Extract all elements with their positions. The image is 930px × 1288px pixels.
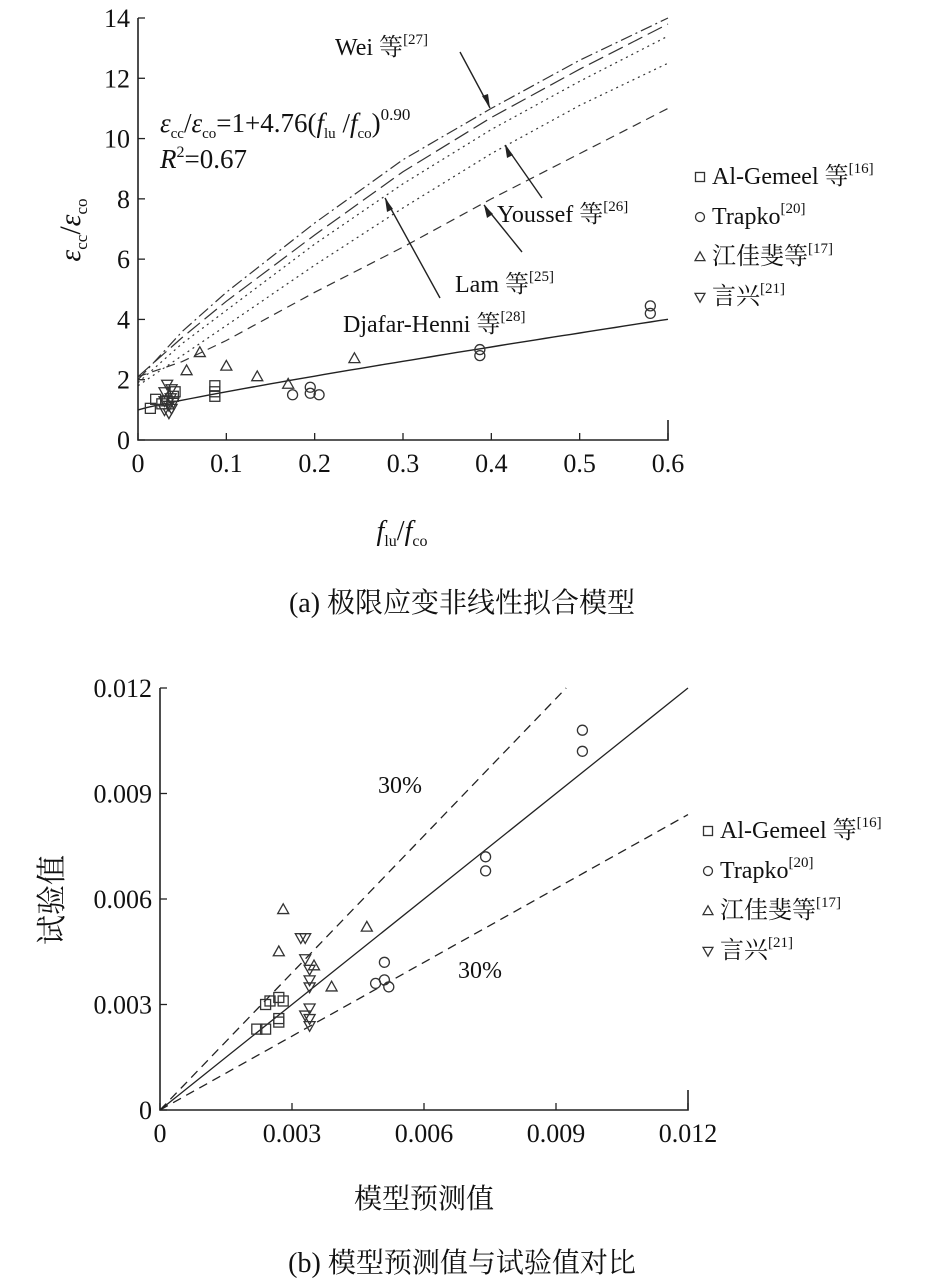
xlabel-f2: f [404, 516, 413, 547]
annotation-lam-ref: [25] [528, 269, 554, 285]
annotation-youssef-name: Youssef 等 [497, 202, 604, 228]
chart-b-point-circle [577, 725, 587, 735]
ref-line-1 [160, 688, 688, 1110]
eq-body: =1+4.76( [216, 108, 317, 138]
chart-b-legend [703, 815, 882, 964]
chart-b-legend-marker-triangle-up [703, 906, 713, 915]
ylabel-eps2: ε [54, 214, 87, 227]
annotation-youssef [497, 199, 628, 228]
annotation-djafar-ref: [28] [500, 309, 526, 325]
chart-b-x-tick-label: 0 [153, 1119, 167, 1148]
eq-f2: f [349, 108, 358, 138]
chart-b-legend-label [720, 855, 813, 884]
chart-a-ticks [104, 4, 684, 478]
chart-b-y-tick-label: 0.006 [93, 885, 152, 914]
chart-b-legend-name: Trapko [720, 858, 789, 884]
chart-b-point-triangle-up [273, 946, 284, 956]
eq-slash: / [335, 108, 350, 138]
ref-line-upper-label: 30% [378, 773, 422, 799]
chart-a-legend-label [712, 201, 805, 230]
annotation-djafar [343, 309, 525, 338]
chart-b [36, 674, 882, 1279]
chart-a-y-tick-label: 4 [117, 305, 130, 335]
chart-a-legend-ref: [20] [780, 201, 806, 217]
chart-a-legend-marker-triangle-down [695, 293, 705, 302]
chart-b-point-triangle-up [361, 921, 372, 931]
chart-a-legend [695, 161, 874, 310]
chart-b-legend-name: 言兴 [720, 938, 768, 964]
chart-a-x-tick-label: 0.1 [210, 449, 243, 478]
chart-b-legend-ref: [21] [768, 935, 793, 951]
chart-b-point-circle [379, 957, 389, 967]
chart-a-equation [160, 105, 410, 142]
chart-b-x-tick-label: 0.009 [526, 1119, 586, 1148]
annotation-youssef-ref: [26] [603, 199, 629, 215]
eq-eps1: ε [160, 108, 171, 138]
chart-b-legend-label [720, 895, 841, 924]
annotation-djafar-name: Djafar-Henni 等 [343, 312, 501, 338]
r2-r: R [160, 144, 177, 174]
chart-b-point-circle [577, 746, 587, 756]
chart-a-point-triangle-up [181, 365, 192, 375]
chart-a-x-tick-label: 0.2 [298, 449, 331, 478]
chart-b-point-triangle-up [326, 981, 337, 991]
chart-b-legend-ref: [17] [816, 895, 841, 911]
chart-b-reference-lines [160, 688, 688, 1110]
chart-b-x-tick-label: 0.003 [262, 1119, 322, 1148]
chart-b-legend-marker-square [704, 827, 713, 836]
annotation-wei [335, 32, 428, 61]
chart-b-y-tick-label: 0.003 [93, 990, 152, 1020]
chart-b-points [252, 725, 588, 1034]
chart-a-point-circle [645, 301, 655, 311]
chart-b-legend-marker-triangle-down [703, 947, 713, 956]
chart-b-ticks [94, 674, 718, 1148]
chart-a-axes [138, 18, 668, 440]
chart-b-y-tick-label: 0.009 [93, 779, 152, 809]
chart-b-legend-label [720, 935, 793, 964]
chart-b-legend-name: Al-Gemeel 等 [720, 818, 857, 844]
chart-a-x-tick-label: 0.5 [563, 449, 596, 478]
chart-a-legend-name: 江佳斐等 [712, 244, 808, 270]
chart-a-point-circle [305, 382, 315, 392]
r2-exp: 2 [176, 144, 185, 161]
ref-line-lower-label: 30% [458, 958, 502, 984]
chart-a-y-tick-label: 12 [104, 64, 130, 94]
eq-close: ) [371, 108, 381, 138]
chart-b-x-tick-label: 0.006 [394, 1119, 454, 1148]
chart-b-legend-label [720, 815, 882, 844]
arrowhead-wei [482, 94, 490, 108]
chart-a-annotations [385, 52, 542, 298]
chart-b-point-triangle-up [278, 904, 289, 914]
chart-a-legend-name: Al-Gemeel 等 [712, 164, 849, 190]
xlabel-f1: f [376, 516, 385, 547]
arrow-djafar [385, 198, 440, 298]
chart-a-x-tick-label: 0.4 [475, 449, 508, 478]
chart-a-x-tick-label: 0.6 [651, 449, 685, 478]
eq-sub2: co [202, 126, 217, 142]
chart-a-xlabel [377, 516, 428, 550]
arrowhead-lam [484, 205, 493, 218]
eq-sub3: lu [324, 126, 336, 142]
chart-b-y-tick-label: 0.012 [93, 674, 152, 703]
chart-a-y-tick-label: 14 [104, 4, 130, 33]
eq-exp: 0.90 [380, 105, 411, 124]
ylabel-sub2: co [72, 198, 91, 215]
xlabel-sep: / [396, 516, 405, 547]
chart-a-legend-marker-circle [696, 213, 705, 222]
xlabel-sub2: co [412, 533, 428, 550]
chart-b-ylabel: 试验值 [36, 855, 69, 945]
chart-a-point-circle [475, 351, 485, 361]
chart-a-x-tick-label: 0.3 [386, 449, 420, 478]
eq-sub4: co [357, 126, 372, 142]
chart-a-x-tick-label: 0 [131, 449, 145, 478]
chart-a-legend-ref: [21] [760, 281, 785, 297]
chart-a-legend-label [712, 281, 785, 310]
chart-a-point-triangle-up [221, 360, 232, 370]
annotation-lam-name: Lam 等 [455, 272, 529, 298]
chart-b-legend-ref: [16] [856, 815, 882, 831]
ref-line-3 [160, 815, 688, 1110]
chart-a-point-triangle-up [252, 371, 263, 381]
chart-a-y-tick-label: 10 [104, 124, 130, 154]
chart-a-legend-name: 言兴 [712, 284, 760, 310]
chart-a-legend-marker-square [696, 173, 705, 182]
annotation-lam [455, 269, 554, 298]
chart-a-point-square [210, 381, 220, 391]
caption-a: (a) 极限应变非线性拟合模型 [288, 588, 636, 619]
ref-line-2 [160, 688, 566, 1110]
chart-b-point-circle [481, 866, 491, 876]
chart-a-ylabel [54, 198, 91, 261]
chart-b-xlabel: 模型预测值 [353, 1184, 495, 1215]
eq-mid: / [183, 108, 192, 138]
ylabel-eps1: ε [54, 249, 87, 262]
caption-b: (b) 模型预测值与试验值对比 [288, 1248, 636, 1279]
chart-b-legend-ref: [20] [788, 855, 814, 871]
chart-a-legend-ref: [17] [808, 241, 833, 257]
chart-a-legend-name: Trapko [712, 204, 781, 230]
chart-b-point-circle [481, 852, 491, 862]
chart-a-legend-ref: [16] [848, 161, 874, 177]
annotation-wei-name: Wei 等 [335, 35, 404, 61]
chart-a [54, 4, 874, 619]
chart-a-point-circle [288, 390, 298, 400]
chart-b-legend-marker-circle [704, 867, 713, 876]
chart-b-legend-name: 江佳斐等 [720, 898, 816, 924]
chart-a-y-tick-label: 2 [117, 365, 130, 395]
chart-b-x-tick-label: 0.012 [658, 1119, 718, 1148]
chart-b-point-triangle-down [304, 976, 315, 986]
chart-a-r2 [159, 144, 247, 174]
annotation-wei-ref: [27] [403, 32, 429, 48]
chart-a-point-triangle-up [349, 353, 360, 363]
ylabel-sub1: cc [72, 234, 91, 250]
chart-b-y-tick-label: 0 [139, 1096, 152, 1125]
eq-f1: f [316, 108, 325, 138]
chart-a-legend-label [712, 161, 874, 190]
r2-val: =0.67 [184, 144, 247, 174]
arrowhead-youssef [505, 145, 513, 158]
chart-a-y-tick-label: 0 [117, 426, 130, 455]
eq-eps2: ε [191, 108, 203, 138]
eq-sub1: cc [170, 126, 184, 142]
ylabel-sep: / [54, 226, 87, 235]
xlabel-sub1: lu [384, 533, 397, 550]
chart-a-legend-label [712, 241, 833, 270]
chart-a-y-tick-label: 6 [117, 245, 130, 275]
chart-a-y-tick-label: 8 [117, 184, 130, 214]
chart-a-legend-marker-triangle-up [695, 252, 705, 261]
